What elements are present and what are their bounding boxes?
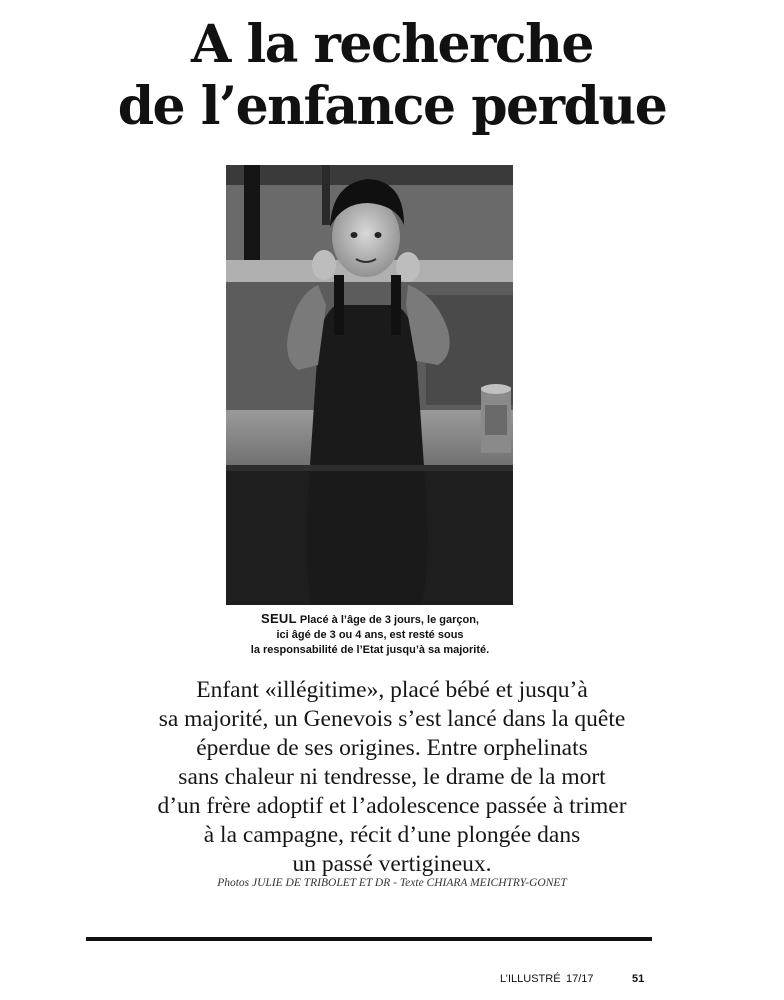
page-footer — [0, 973, 784, 989]
lead-line: sans chaleur ni tendresse, le drame de la mort — [178, 764, 606, 790]
divider-rule — [86, 937, 652, 941]
headline-line-1: A la recherche — [191, 14, 593, 75]
lead-line: d’un frère adoptif et l’adolescence passée à trimer — [157, 793, 627, 819]
photo-text-credits: Photos JULIE DE TRIBOLET ET DR - Texte CHIARA MEICHTRY-GONET — [217, 877, 567, 889]
boy-photo — [226, 165, 513, 605]
caption-line-2: ici âgé de 3 ou 4 ans, est resté sous — [276, 629, 464, 641]
caption-kicker: SEUL — [260, 611, 297, 626]
issue-number: 17/17 — [566, 973, 594, 985]
headline-line-2: de l’enfance perdue — [117, 76, 667, 137]
photo-boy-sitting-on-step-icon — [226, 165, 513, 605]
lead-line: à la campagne, récit d’une plongée dans — [203, 822, 581, 848]
lead-line: Enfant «illégitime», placé bébé et jusqu’à — [196, 677, 588, 703]
magazine-name: L’ILLUSTRÉ — [500, 973, 561, 985]
lead-paragraph — [80, 676, 704, 879]
page-number: 51 — [632, 973, 645, 985]
lead-line: éperdue de ses origines. Entre orphelinats — [196, 735, 588, 761]
headline — [0, 14, 784, 138]
lead-line: sa majorité, un Genevois s’est lancé dans la quête — [158, 706, 626, 732]
caption-line-3: la responsabilité de l’Etat jusqu’à sa majorité. — [250, 644, 490, 656]
caption-line-1: Placé à l’âge de 3 jours, le garçon, — [299, 614, 479, 626]
photo-caption — [200, 611, 540, 658]
lead-line: un passé vertigineux. — [292, 851, 492, 877]
